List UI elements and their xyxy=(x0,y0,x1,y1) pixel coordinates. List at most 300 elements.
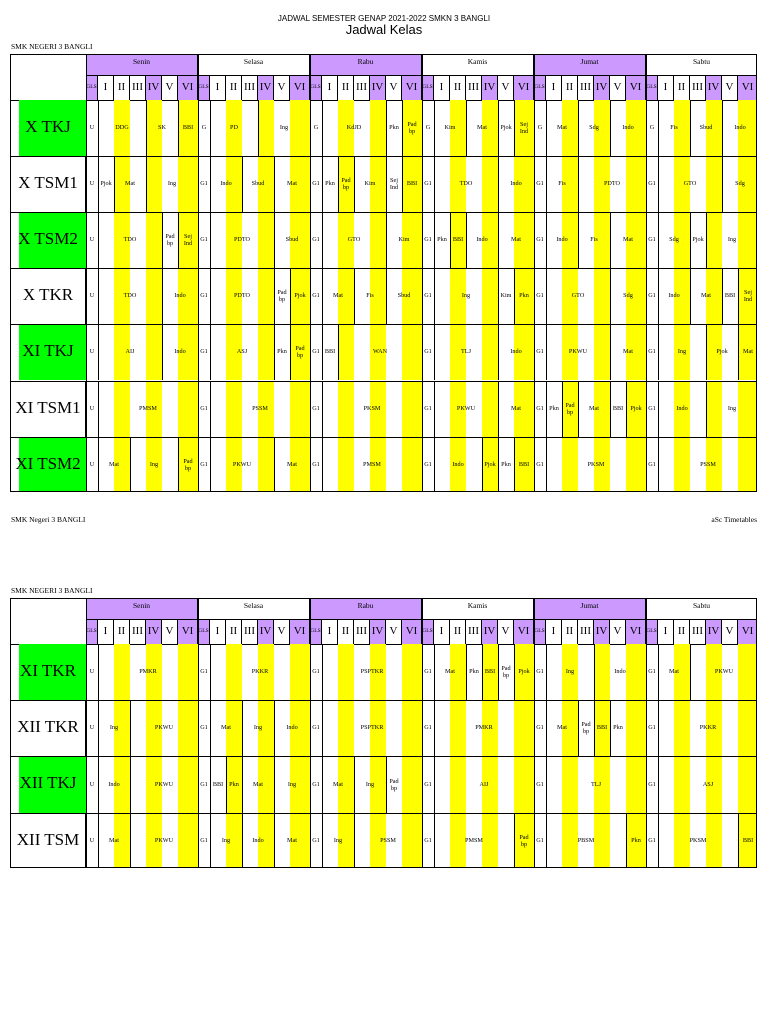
period-header-gls: GLS xyxy=(310,619,322,644)
lesson-divider xyxy=(434,381,435,437)
lesson-divider xyxy=(322,813,323,868)
lesson-cell: G1 xyxy=(648,460,656,468)
class-name: XI TSM1 xyxy=(15,397,81,417)
lesson-cell: Ing xyxy=(167,180,177,188)
lesson-divider xyxy=(130,813,131,868)
lesson-divider xyxy=(546,644,547,700)
lesson-divider xyxy=(274,700,275,756)
period-header-i: I xyxy=(434,75,450,100)
lesson-divider xyxy=(210,324,211,380)
period-header-vi: VI xyxy=(290,619,310,644)
class-cell xyxy=(11,756,86,812)
lesson-cell: Indo xyxy=(174,348,186,356)
class-cell xyxy=(11,324,86,380)
lesson-cell: Sbud xyxy=(285,236,299,244)
lesson-cell: G1 xyxy=(200,668,208,676)
lesson-cell: G1 xyxy=(424,668,432,676)
period-header-vi: VI xyxy=(626,75,646,100)
lesson-divider xyxy=(130,756,131,812)
lesson-cell: G xyxy=(649,124,655,132)
lesson-divider xyxy=(434,156,435,212)
lesson-divider xyxy=(258,100,259,156)
lesson-cell: Indo xyxy=(476,236,488,244)
period-header-gls: GLS xyxy=(422,75,434,100)
row-divider xyxy=(11,437,756,438)
lesson-cell: PSSM xyxy=(252,404,268,412)
row-divider xyxy=(11,212,756,213)
class-cell xyxy=(11,100,86,156)
lesson-cell: U xyxy=(89,180,95,188)
lesson-divider xyxy=(242,156,243,212)
period-header-vi: VI xyxy=(514,619,534,644)
period-header-gls: GLS xyxy=(646,75,658,100)
lesson-cell: PSPTKR xyxy=(360,668,384,676)
period-stripe xyxy=(402,756,422,812)
day-divider xyxy=(534,55,535,491)
lesson-cell: G1 xyxy=(536,836,544,844)
lesson-cell: Indo xyxy=(734,124,746,132)
period-header-v: V xyxy=(722,619,738,644)
period-header-ii: II xyxy=(562,75,578,100)
class-name: X TKR xyxy=(22,285,74,305)
period-header-ii: II xyxy=(562,619,578,644)
lesson-divider xyxy=(98,381,99,437)
row-divider xyxy=(11,700,756,701)
class-name: XI TSM2 xyxy=(15,453,81,473)
period-header-iii: III xyxy=(354,75,370,100)
lesson-cell: AIJ xyxy=(479,780,489,788)
lesson-cell: Pjok xyxy=(716,348,728,356)
lesson-divider xyxy=(274,756,275,812)
period-header-gls: GLS xyxy=(198,75,210,100)
lesson-cell: G1 xyxy=(648,780,656,788)
period-header-iv: IV xyxy=(370,619,386,644)
lesson-cell: G1 xyxy=(648,404,656,412)
lesson-cell: U xyxy=(89,780,95,788)
lesson-divider xyxy=(98,644,99,700)
lesson-cell: G1 xyxy=(536,724,544,732)
class-name: XII TKR xyxy=(17,717,79,737)
lesson-divider xyxy=(626,381,627,437)
lesson-divider xyxy=(498,437,499,492)
lesson-divider xyxy=(466,100,467,156)
lesson-cell: BBI xyxy=(406,180,418,188)
day-divider xyxy=(646,599,647,867)
lesson-divider xyxy=(578,700,579,756)
lesson-cell: Pad bp xyxy=(295,345,305,360)
lesson-divider xyxy=(658,437,659,492)
lesson-cell: G1 xyxy=(424,180,432,188)
lesson-divider xyxy=(210,381,211,437)
lesson-cell: PKWU xyxy=(154,836,174,844)
lesson-divider xyxy=(546,437,547,492)
lesson-cell: Kim xyxy=(444,124,456,132)
class-name: X TKJ xyxy=(25,117,71,137)
lesson-divider xyxy=(546,212,547,268)
lesson-divider xyxy=(242,756,243,812)
lesson-divider xyxy=(162,212,163,268)
lesson-cell: Fis xyxy=(366,292,374,300)
lesson-cell: BBI xyxy=(518,460,530,468)
lesson-divider xyxy=(658,813,659,868)
lesson-divider xyxy=(434,813,435,868)
lesson-divider xyxy=(242,813,243,868)
lesson-divider xyxy=(98,100,99,156)
lesson-divider xyxy=(210,700,211,756)
period-header-vi: VI xyxy=(738,75,757,100)
lesson-divider xyxy=(338,324,339,380)
lesson-cell: Sdg xyxy=(669,236,679,244)
day-header-jumat: Jumat xyxy=(534,599,646,619)
class-cell xyxy=(11,212,86,268)
lesson-divider xyxy=(514,437,515,492)
lesson-cell: Sdg xyxy=(623,292,633,300)
lesson-cell: GTO xyxy=(571,292,585,300)
lesson-cell: Mat xyxy=(743,348,753,356)
lesson-cell: U xyxy=(89,348,95,356)
class-cell xyxy=(11,268,86,324)
day-header-kamis: Kamis xyxy=(422,55,534,75)
lesson-divider xyxy=(738,268,739,324)
lesson-cell: PMKR xyxy=(139,668,157,676)
lesson-divider xyxy=(210,156,211,212)
lesson-divider xyxy=(354,756,355,812)
lesson-divider xyxy=(626,813,627,868)
period-header-i: I xyxy=(322,75,338,100)
lesson-divider xyxy=(722,100,723,156)
lesson-divider xyxy=(546,700,547,756)
lesson-cell: PMSM xyxy=(363,460,381,468)
lesson-cell: Pad bp xyxy=(501,665,511,680)
period-header-gls: GLS xyxy=(198,619,210,644)
lesson-cell: G1 xyxy=(312,180,320,188)
lesson-divider xyxy=(274,437,275,492)
lesson-divider xyxy=(482,437,483,492)
timetable-grid-2 xyxy=(10,598,757,868)
lesson-divider xyxy=(434,644,435,700)
lesson-divider xyxy=(610,381,611,437)
period-header-vi: VI xyxy=(178,75,198,100)
day-divider xyxy=(422,55,423,491)
lesson-cell: U xyxy=(89,292,95,300)
lesson-cell: U xyxy=(89,460,95,468)
lesson-cell: AIJ xyxy=(125,348,135,356)
lesson-divider xyxy=(322,100,323,156)
lesson-cell: Mat xyxy=(701,292,711,300)
lesson-divider xyxy=(738,813,739,868)
period-header-gls: GLS xyxy=(86,75,98,100)
lesson-divider xyxy=(322,437,323,492)
lesson-divider xyxy=(130,437,131,492)
period-header-iv: IV xyxy=(146,619,162,644)
class-cell xyxy=(11,644,86,700)
period-header-i: I xyxy=(98,75,114,100)
lesson-cell: BBI xyxy=(452,236,464,244)
lesson-cell: PDTO xyxy=(233,292,251,300)
lesson-divider xyxy=(594,644,595,700)
period-header-iv: IV xyxy=(706,619,722,644)
lesson-divider xyxy=(226,756,227,812)
day-divider xyxy=(86,599,87,867)
lesson-cell: Pjok xyxy=(484,460,496,468)
class-cell xyxy=(11,437,86,492)
lesson-divider xyxy=(178,212,179,268)
row-divider xyxy=(11,756,756,757)
lesson-cell: PKSM xyxy=(363,404,381,412)
class-name: XI TKR xyxy=(20,661,76,681)
lesson-cell: Pad bp xyxy=(519,833,529,848)
lesson-divider xyxy=(514,813,515,868)
lesson-cell: Pad bp xyxy=(581,721,591,736)
lesson-cell: Pkn xyxy=(631,836,641,844)
lesson-cell: Mat xyxy=(557,124,567,132)
day-header-senin: Senin xyxy=(86,55,198,75)
lesson-divider xyxy=(386,156,387,212)
day-divider xyxy=(198,599,199,867)
lesson-divider xyxy=(338,156,339,212)
lesson-divider xyxy=(658,212,659,268)
lesson-cell: Mat xyxy=(557,724,567,732)
lesson-cell: Mat xyxy=(253,780,263,788)
period-header-iv: IV xyxy=(706,75,722,100)
lesson-divider xyxy=(354,156,355,212)
lesson-divider xyxy=(722,156,723,212)
day-header-kamis: Kamis xyxy=(422,599,534,619)
period-header-iv: IV xyxy=(482,75,498,100)
lesson-divider xyxy=(114,156,115,212)
period-header-ii: II xyxy=(114,619,130,644)
document-subtitle: Jadwal Kelas xyxy=(345,22,423,37)
lesson-divider xyxy=(386,268,387,324)
lesson-divider xyxy=(546,100,547,156)
lesson-divider xyxy=(658,381,659,437)
lesson-cell: Indo xyxy=(252,836,264,844)
lesson-cell: G1 xyxy=(648,668,656,676)
row-divider xyxy=(11,324,756,325)
lesson-cell: Pkn xyxy=(501,460,511,468)
lesson-cell: Pjok xyxy=(518,668,530,676)
lesson-cell: G1 xyxy=(312,724,320,732)
lesson-cell: G1 xyxy=(200,180,208,188)
lesson-divider xyxy=(386,100,387,156)
lesson-cell: PDTO xyxy=(603,180,621,188)
lesson-divider xyxy=(162,268,163,324)
period-header-iii: III xyxy=(690,75,706,100)
period-header-ii: II xyxy=(226,619,242,644)
lesson-divider xyxy=(210,100,211,156)
lesson-cell: Mat xyxy=(589,404,599,412)
lesson-cell: G xyxy=(201,124,207,132)
period-row-divider xyxy=(86,75,756,76)
lesson-divider xyxy=(690,100,691,156)
lesson-divider xyxy=(322,324,323,380)
lesson-divider xyxy=(98,324,99,380)
lesson-cell: Pkn xyxy=(613,724,623,732)
lesson-divider xyxy=(578,212,579,268)
lesson-divider xyxy=(386,756,387,812)
lesson-cell: G1 xyxy=(200,348,208,356)
class-cell xyxy=(11,700,86,756)
lesson-divider xyxy=(402,156,403,212)
class-cell xyxy=(11,156,86,212)
period-header-vi: VI xyxy=(402,75,422,100)
lesson-cell: Ing xyxy=(565,668,575,676)
lesson-cell: PKWU xyxy=(154,780,174,788)
lesson-divider xyxy=(434,700,435,756)
period-header-iii: III xyxy=(578,619,594,644)
lesson-cell: Indo xyxy=(220,180,232,188)
period-header-ii: II xyxy=(114,75,130,100)
lesson-cell: G1 xyxy=(424,724,432,732)
period-header-i: I xyxy=(546,619,562,644)
lesson-cell: Pkn xyxy=(519,292,529,300)
lesson-divider xyxy=(658,756,659,812)
lesson-cell: Mat xyxy=(623,236,633,244)
period-header-gls: GLS xyxy=(534,75,546,100)
lesson-cell: Pad bp xyxy=(277,289,287,304)
lesson-cell: G1 xyxy=(424,348,432,356)
lesson-divider xyxy=(578,100,579,156)
lesson-cell: G1 xyxy=(312,836,320,844)
lesson-cell: Mat xyxy=(109,836,119,844)
lesson-cell: Mat xyxy=(109,460,119,468)
lesson-divider xyxy=(354,813,355,868)
lesson-divider xyxy=(322,212,323,268)
class-name: XII TKJ xyxy=(19,773,77,793)
lesson-divider xyxy=(98,700,99,756)
lesson-cell: PKSM xyxy=(587,460,605,468)
lesson-cell: Indo xyxy=(556,236,568,244)
lesson-cell: G1 xyxy=(648,180,656,188)
day-divider xyxy=(534,599,535,867)
lesson-cell: Mat xyxy=(333,780,343,788)
lesson-cell: Pjok xyxy=(100,180,112,188)
school-label-bottom: SMK NEGERI 3 BANGLI xyxy=(11,586,93,595)
class-cell xyxy=(11,813,86,868)
lesson-divider xyxy=(178,437,179,492)
lesson-divider xyxy=(594,700,595,756)
class-name: X TSM1 xyxy=(18,173,78,193)
lesson-divider xyxy=(210,644,211,700)
period-header-i: I xyxy=(210,619,226,644)
lesson-cell: Mat xyxy=(445,668,455,676)
lesson-cell: PKKR xyxy=(251,668,269,676)
lesson-cell: DDG xyxy=(115,124,129,132)
lesson-divider xyxy=(546,156,547,212)
lesson-divider xyxy=(210,212,211,268)
lesson-divider xyxy=(658,324,659,380)
period-header-v: V xyxy=(498,75,514,100)
lesson-cell: G1 xyxy=(536,348,544,356)
lesson-cell: Ing xyxy=(727,236,737,244)
lesson-divider xyxy=(210,813,211,868)
lesson-cell: Mat xyxy=(669,668,679,676)
lesson-cell: PKWU xyxy=(568,348,588,356)
lesson-cell: Pad bp xyxy=(165,233,175,248)
lesson-cell: Ing xyxy=(221,836,231,844)
lesson-cell: Ing xyxy=(149,460,159,468)
lesson-cell: G1 xyxy=(424,404,432,412)
lesson-cell: Indo xyxy=(452,460,464,468)
period-header-ii: II xyxy=(338,619,354,644)
lesson-cell: ASJ xyxy=(702,780,714,788)
lesson-cell: PBSM xyxy=(577,836,595,844)
lesson-cell: Indo xyxy=(622,124,634,132)
lesson-cell: G1 xyxy=(536,668,544,676)
day-header-sabtu: Sabtu xyxy=(646,55,757,75)
period-header-iii: III xyxy=(242,619,258,644)
row-divider xyxy=(11,813,756,814)
lesson-cell: PSPTKR xyxy=(360,724,384,732)
lesson-cell: Ing xyxy=(365,780,375,788)
lesson-divider xyxy=(322,700,323,756)
lesson-divider xyxy=(98,756,99,812)
lesson-divider xyxy=(466,212,467,268)
lesson-cell: G xyxy=(313,124,319,132)
period-header-v: V xyxy=(610,619,626,644)
lesson-cell: PKSM xyxy=(689,836,707,844)
period-header-i: I xyxy=(658,75,674,100)
day-divider xyxy=(198,55,199,491)
period-header-vi: VI xyxy=(178,619,198,644)
lesson-divider xyxy=(658,268,659,324)
lesson-cell: Indo xyxy=(108,780,120,788)
lesson-cell: G1 xyxy=(648,292,656,300)
lesson-cell: G1 xyxy=(200,236,208,244)
day-header-rabu: Rabu xyxy=(310,599,422,619)
row-divider xyxy=(11,381,756,382)
day-divider xyxy=(310,599,311,867)
lesson-divider xyxy=(274,324,275,380)
lesson-cell: BBI xyxy=(212,780,224,788)
lesson-cell: KdJD xyxy=(346,124,362,132)
lesson-divider xyxy=(322,381,323,437)
day-divider xyxy=(646,55,647,491)
lesson-divider xyxy=(546,381,547,437)
lesson-divider xyxy=(98,156,99,212)
lesson-divider xyxy=(402,100,403,156)
lesson-divider xyxy=(546,756,547,812)
lesson-divider xyxy=(610,324,611,380)
lesson-cell: G1 xyxy=(536,780,544,788)
period-header-i: I xyxy=(434,619,450,644)
school-label-top: SMK NEGERI 3 BANGLI xyxy=(11,42,93,51)
period-header-gls: GLS xyxy=(534,619,546,644)
lesson-cell: PKKR xyxy=(699,724,717,732)
day-header-selasa: Selasa xyxy=(198,55,310,75)
class-cell xyxy=(11,381,86,437)
lesson-cell: BBI xyxy=(596,724,608,732)
lesson-cell: Pjok xyxy=(630,404,642,412)
lesson-cell: Sbud xyxy=(251,180,265,188)
lesson-divider xyxy=(658,644,659,700)
lesson-divider xyxy=(498,381,499,437)
lesson-cell: BBI xyxy=(724,292,736,300)
lesson-cell: Indo xyxy=(668,292,680,300)
lesson-divider xyxy=(546,813,547,868)
lesson-cell: Mat xyxy=(623,348,633,356)
lesson-cell: Sej Ind xyxy=(183,233,193,248)
lesson-cell: Sbud xyxy=(699,124,713,132)
lesson-cell: Mat xyxy=(287,836,297,844)
lesson-cell: G1 xyxy=(312,404,320,412)
lesson-cell: Pkn xyxy=(469,668,479,676)
lesson-cell: G1 xyxy=(536,236,544,244)
lesson-divider xyxy=(242,700,243,756)
period-header-gls: GLS xyxy=(310,75,322,100)
lesson-cell: Ing xyxy=(253,724,263,732)
lesson-divider xyxy=(706,212,707,268)
